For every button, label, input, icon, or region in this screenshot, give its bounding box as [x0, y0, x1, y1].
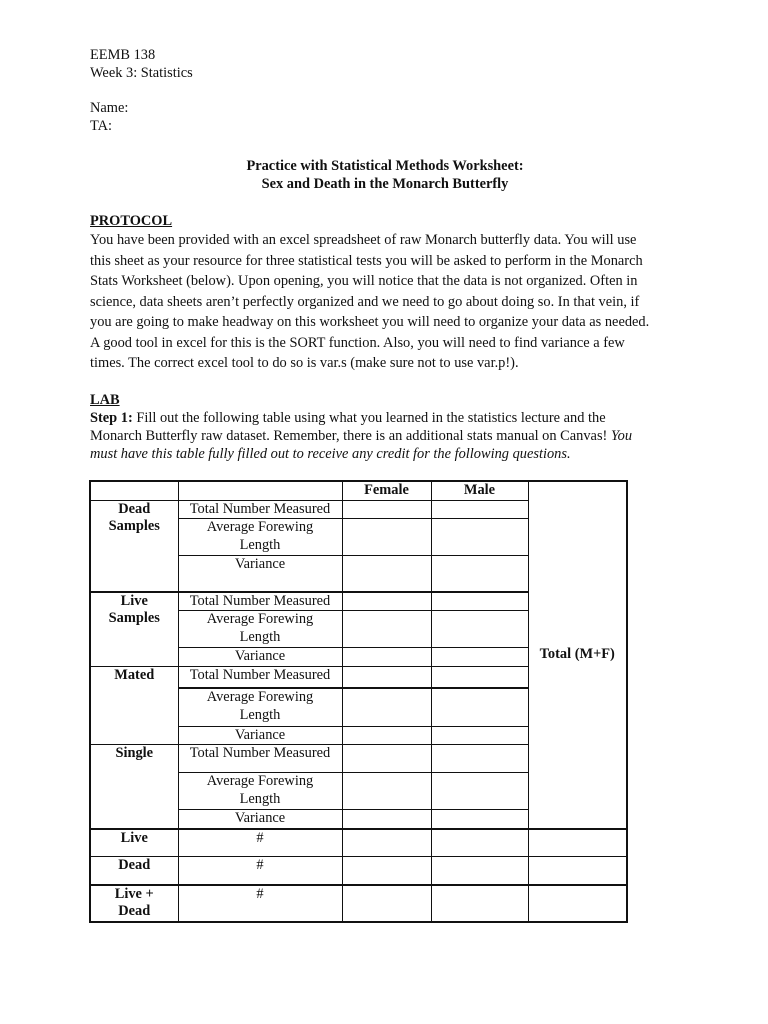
female-input-cell[interactable] — [342, 500, 431, 519]
male-input-cell[interactable] — [431, 666, 528, 688]
female-input-cell[interactable] — [342, 592, 431, 611]
protocol-line-7: times. The correct excel tool to do so is var.s (make sure not to use var.p!). — [90, 355, 519, 371]
step-1-line-3 — [90, 445, 680, 463]
male-input-cell[interactable] — [431, 556, 528, 592]
title-line-2: Sex and Death in the Monarch Butterfly — [261, 176, 509, 192]
row-label-total-measured: Total Number Measured — [178, 592, 342, 611]
group-label-line: Samples — [108, 518, 160, 534]
female-input-cell[interactable] — [342, 857, 431, 885]
row-label-variance: Variance — [178, 810, 342, 829]
summary-live: Live — [90, 829, 178, 857]
row-label-variance: Variance — [178, 556, 342, 592]
summary-live-dead — [90, 885, 178, 922]
protocol-line-3: Stats Worksheet (below). Upon opening, you will notice that the data is not organized. Often in — [90, 273, 638, 289]
step-1-italic-2: must have this table fully filled out to receive any credit for the following questions. — [90, 445, 571, 462]
summary-dead: Dead — [90, 857, 178, 885]
ta-label: TA: — [90, 117, 113, 134]
female-input-cell[interactable] — [342, 773, 431, 810]
header-empty-cell-2 — [178, 481, 342, 500]
row-label-avg-forewing — [178, 519, 342, 556]
row-label-variance: Variance — [178, 648, 342, 667]
course-code: EEMB 138 — [90, 47, 156, 63]
hash-cell: # — [178, 829, 342, 857]
male-input-cell[interactable] — [431, 773, 528, 810]
total-input-cell[interactable] — [528, 885, 627, 922]
table-row — [90, 857, 627, 885]
female-input-cell[interactable] — [342, 810, 431, 829]
male-input-cell[interactable] — [431, 857, 528, 885]
table-row — [90, 829, 627, 857]
lab-section — [90, 392, 680, 463]
step-1-line-1 — [90, 409, 680, 427]
document-page — [90, 47, 680, 463]
col-header-female: Female — [342, 481, 431, 500]
name-label: Name: — [90, 100, 129, 116]
protocol-section — [90, 213, 680, 374]
male-input-cell[interactable] — [431, 810, 528, 829]
protocol-heading: PROTOCOL — [90, 213, 173, 229]
name-ta-block — [90, 100, 680, 135]
step-1-italic-1: You — [610, 427, 633, 444]
protocol-line-2: this sheet as your resource for three statistical tests you will be asked to perform in the Monarch — [90, 252, 643, 269]
male-input-cell[interactable] — [431, 500, 528, 519]
row-label-avg-forewing — [178, 773, 342, 810]
male-input-cell[interactable] — [431, 745, 528, 773]
female-input-cell[interactable] — [342, 666, 431, 688]
header-block — [90, 47, 680, 82]
hash-cell: # — [178, 857, 342, 885]
female-input-cell[interactable] — [342, 745, 431, 773]
row-label-avg-forewing — [178, 611, 342, 648]
male-input-cell[interactable] — [431, 519, 528, 556]
table-row — [90, 885, 627, 922]
female-input-cell[interactable] — [342, 556, 431, 592]
female-input-cell[interactable] — [342, 726, 431, 745]
summary-label-line: Dead — [118, 903, 151, 919]
female-input-cell[interactable] — [342, 885, 431, 922]
male-input-cell[interactable] — [431, 726, 528, 745]
female-input-cell[interactable] — [342, 829, 431, 857]
total-mf-cell: Total (M+F) — [528, 481, 627, 829]
row-label-line: Length — [239, 628, 281, 645]
group-label-line: Dead — [118, 500, 151, 517]
row-label-line: Average Forewing — [206, 611, 314, 627]
protocol-line-1: You have been provided with an excel spreadsheet of raw Monarch butterfly data. You will use — [90, 232, 637, 248]
step-1-label: Step 1: — [90, 409, 133, 426]
protocol-line-6: A good tool in excel for this is the SORT function. Also, you will need to find variance a few — [90, 334, 625, 351]
male-input-cell[interactable] — [431, 648, 528, 667]
step-1-text-2: Monarch Butterfly raw dataset. Remember, there is an additional stats manual on Canvas! — [90, 427, 608, 444]
row-label-line: Average Forewing — [206, 689, 314, 705]
summary-label-line: Live + — [114, 885, 154, 902]
row-label-avg-forewing — [178, 688, 342, 726]
step-1-line-2 — [90, 427, 680, 445]
worksheet-title — [90, 157, 680, 193]
row-label-variance: Variance — [178, 726, 342, 745]
protocol-line-4: science, data sheets aren’t perfectly organized and we need to go about doing so. In that vein, if — [90, 293, 640, 310]
group-single: Single — [90, 745, 178, 829]
hash-cell: # — [178, 885, 342, 922]
title-line-1: Practice with Statistical Methods Worksheet: — [246, 158, 524, 174]
row-label-line: Average Forewing — [206, 519, 314, 535]
col-header-male: Male — [431, 481, 528, 500]
group-dead-samples — [90, 500, 178, 592]
group-label-line: Samples — [108, 610, 160, 626]
male-input-cell[interactable] — [431, 611, 528, 648]
row-label-total-measured: Total Number Measured — [178, 500, 342, 519]
row-label-line: Average Forewing — [206, 773, 314, 789]
group-live-samples — [90, 592, 178, 667]
male-input-cell[interactable] — [431, 885, 528, 922]
step-1-text-1: Fill out the following table using what you learned in the statistics lecture and the — [136, 409, 606, 426]
female-input-cell[interactable] — [342, 648, 431, 667]
lab-heading: LAB — [90, 391, 120, 408]
male-input-cell[interactable] — [431, 829, 528, 857]
row-label-line: Length — [239, 790, 281, 807]
female-input-cell[interactable] — [342, 519, 431, 556]
total-input-cell[interactable] — [528, 857, 627, 885]
total-input-cell[interactable] — [528, 829, 627, 857]
male-input-cell[interactable] — [431, 688, 528, 726]
group-mated: Mated — [90, 666, 178, 745]
row-label-total-measured: Total Number Measured — [178, 666, 342, 688]
row-label-line: Length — [239, 706, 281, 723]
male-input-cell[interactable] — [431, 592, 528, 611]
week-label: Week 3: Statistics — [90, 64, 193, 81]
data-table — [89, 480, 628, 923]
group-label-line: Live — [120, 592, 148, 609]
header-empty-cell-1 — [90, 481, 178, 500]
protocol-line-5: you are going to make headway on this worksheet you will need to organize your data as needed. — [90, 314, 650, 330]
row-label-total-measured: Total Number Measured — [178, 745, 342, 773]
female-input-cell[interactable] — [342, 611, 431, 648]
row-label-line: Length — [239, 536, 281, 553]
female-input-cell[interactable] — [342, 688, 431, 726]
table-header-row — [90, 481, 627, 500]
